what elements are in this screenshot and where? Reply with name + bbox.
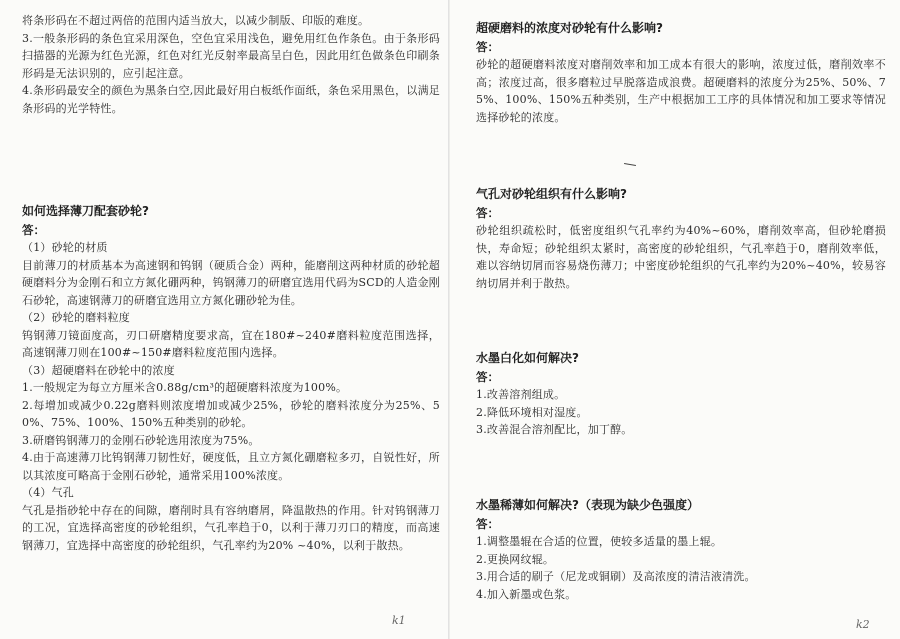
section-paragraph: 2.更换网纹辊。 (476, 552, 555, 566)
section-paragraph: （3）超硬磨料在砂轮中的浓度 (22, 363, 175, 377)
section-title: 超硬磨料的浓度对砂轮有什么影响? (476, 21, 663, 35)
section-paragraph: 目前薄刀的材质基本为高速钢和钨钢（硬质合金）两种，能磨削这两种材质的砂轮超硬磨料分为金刚石和立方氮化硼两种，钨钢薄刀的研磨宜选用代码为SCD的人造金刚石砂轮，高速钢薄刀的研磨宜选用立方氮化硼砂轮为佳。 (22, 258, 440, 307)
answer-label: 答： (476, 517, 499, 531)
right-section-4 (476, 497, 886, 603)
section-paragraph: 气孔是指砂轮中存在的间隙，磨削时具有容纳磨屑，降温散热的作用。针对钨钢薄刀的工况，宜选择高密度的砂轮组织，气孔率趋于0，以利于薄刀刃口的精度，而高速钢薄刀，宜选择中高密度的砂轮组织，气孔率约为20% ~40%，以利于散热。 (22, 503, 440, 552)
section-title: 水墨稀薄如何解决?（表现为缺少色强度） (476, 498, 699, 512)
right-section-1 (476, 20, 886, 126)
right-section-3 (476, 350, 886, 439)
left-top-paragraph: 3.一般条形码的条色宜采用深色，空色宜采用浅色，避免用红色作条色。由于条形码扫描器的光源为红色光源，红色对红光反射率最高呈白色，因此用红色做条色印刷条形码是无法识别的，应引起注意。 (22, 31, 440, 80)
section-paragraph: 砂轮组织疏松时，低密度组织气孔率约为40%~60%，磨削效率高，但砂轮磨损快，寿命短；砂轮组织太紧时，高密度的砂轮组织，气孔率趋于0，磨削效率低，难以容纳切屑而容易烧伤薄刀；中密度砂轮组织的气孔率约为20%~40%，较易容纳切屑并利于散热。 (476, 224, 886, 290)
answer-label: 答： (476, 370, 499, 384)
section-paragraph: （4）气孔 (22, 486, 74, 499)
answer-label: 答： (476, 206, 499, 220)
answer-label: 答： (22, 223, 45, 237)
section-paragraph: 2.降低环境相对湿度。 (476, 405, 588, 419)
section-paragraph: （1）砂轮的材质 (22, 241, 108, 254)
answer-label: 答： (476, 40, 499, 54)
section-paragraph: 2.每增加或减少0.22g磨料则浓度增加或减少25%，砂轮的磨料浓度分为25%、50%、75%、100%、150%五种类别的砂轮。 (22, 398, 440, 429)
section-paragraph: 3.研磨钨钢薄刀的金刚石砂轮选用浓度为75%。 (22, 433, 260, 447)
section-title: 水墨白化如何解决? (476, 351, 579, 365)
section-paragraph: 砂轮的超硬磨料浓度对磨削效率和加工成本有很大的影响，浓度过低，磨削效率不高；浓度过高，很多磨粒过早脱落造成浪费。超硬磨料的浓度分为25%、50%、75%、100%、150%五种类别，生产中根据加工工序的具体情况和加工要求等情况选择砂轮的浓度。 (476, 58, 886, 124)
section-paragraph: 1.一般规定为每立方厘米含0.88g/cm³的超硬磨料浓度为100%。 (22, 381, 348, 394)
left-top-paragraph: 将条形码在不超过两倍的范围内适当放大，以减少制版、印版的难度。 (22, 14, 370, 27)
section-paragraph: 4.由于高速薄刀比钨钢薄刀韧性好，硬度低，且立方氮化硼磨粒多刃，自锐性好，所以其浓度可略高于金刚石砂轮，通常采用100%浓度。 (22, 451, 440, 482)
section-paragraph: 3.改善混合溶剂配比，加丁醇。 (476, 423, 633, 436)
section-title: 如何选择薄刀配套砂轮? (22, 204, 149, 218)
section-paragraph: 3.用合适的刷子（尼龙或铜刷）及高浓度的清洁液清洗。 (476, 570, 756, 583)
left-section (22, 203, 440, 554)
section-title: 气孔对砂轮组织有什么影响? (476, 187, 627, 201)
section-paragraph: 1.改善溶剂组成。 (476, 388, 566, 401)
left-top-paragraph: 4.条形码最安全的颜色为黑条白空,因此最好用白板纸作面纸，条色采用黑色，以满足条形码的光学特性。 (22, 84, 440, 115)
section-paragraph: 4.加入新墨或色浆。 (476, 587, 577, 601)
page-number: k1 (392, 614, 406, 627)
section-paragraph: 钨钢薄刀镜面度高，刃口研磨精度要求高，宜在180#~240#磨料粒度范围选择，高速钢薄刀则在100#~150#磨料粒度范围内选择。 (22, 328, 440, 359)
section-paragraph: （2）砂轮的磨料粒度 (22, 311, 130, 324)
left-top-text (22, 12, 440, 117)
right-section-2 (476, 186, 886, 292)
page-number: k2 (856, 618, 870, 631)
section-paragraph: 1.调整墨辊在合适的位置，使较多适量的墨上辊。 (476, 535, 723, 548)
